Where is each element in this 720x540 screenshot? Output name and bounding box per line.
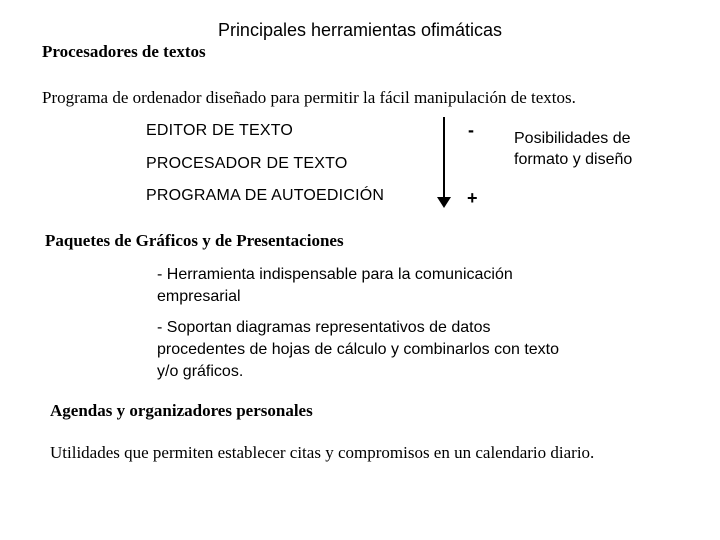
agendas-description: Utilidades que permiten establecer citas y compromisos en un calendario diario. [50, 443, 595, 462]
tool-item-text-editor: EDITOR DE TEXTO [146, 122, 294, 139]
graphics-bullet-1: - Herramienta indispensable para la comunicación empresarial [157, 266, 513, 305]
section-heading-text-processors: Procesadores de textos [42, 42, 206, 61]
format-possibilities-note: Posibilidades de formato y diseño [514, 130, 633, 168]
section-heading-graphics: Paquetes de Gráficos y de Presentaciones [45, 231, 344, 250]
page-title: Principales herramientas ofimáticas [217, 20, 503, 40]
scale-arrow-line [443, 117, 445, 205]
tool-item-word-processor: PROCESADOR DE TEXTO [146, 155, 348, 172]
section-heading-agendas: Agendas y organizadores personales [50, 401, 313, 420]
text-processors-description: Programa de ordenador diseñado para permitir la fácil manipulación de textos. [42, 88, 576, 107]
scale-plus-label: + [467, 188, 478, 208]
scale-minus-label: - [468, 120, 474, 140]
arrow-down-icon [437, 197, 451, 208]
graphics-bullet-2: - Soportan diagramas representativos de datos procedentes de hojas de cálculo y combinarlos con texto y/o gráficos. [157, 319, 560, 380]
tool-item-desktop-publishing: PROGRAMA DE AUTOEDICIÓN [146, 187, 385, 204]
